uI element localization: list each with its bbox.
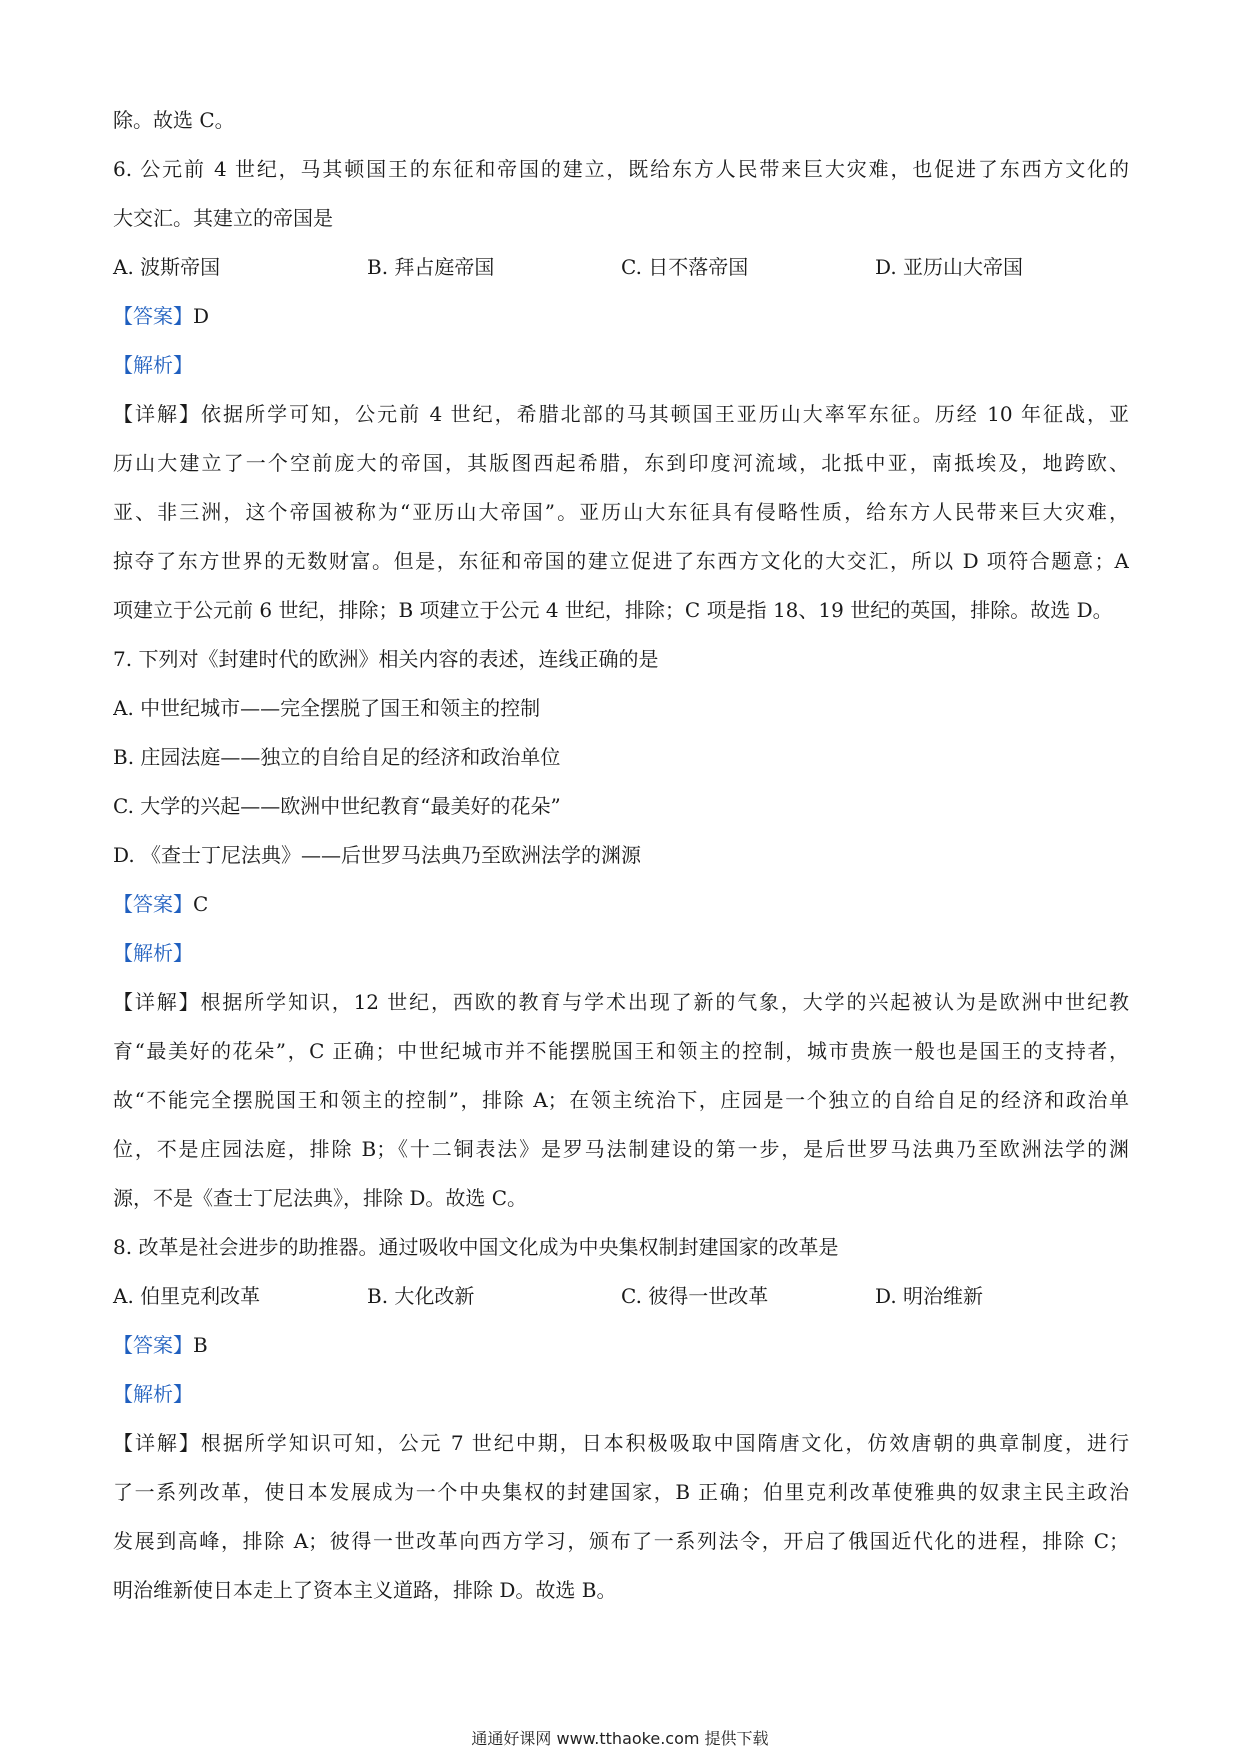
- page-footer: 通通好课网 www.tthaoke.com 提供下载: [471, 1729, 769, 1748]
- q8-detail-line-2: 了一系列改革，使日本发展成为一个中央集权的封建国家，B 正确；伯里克利改革使雅典的奴隶主民主政治: [113, 1480, 1129, 1504]
- q6-detail-line-5: 项建立于公元前 6 世纪，排除；B 项建立于公元 4 世纪，排除；C 项是指 18、19 世纪的英国，排除。故选 D。: [113, 598, 1113, 622]
- q6-detail-tag: 【详解】: [113, 402, 202, 426]
- q7-detail-line-1: [113, 978, 1129, 1027]
- q6-option-c: C. 日不落帝国: [621, 255, 749, 279]
- q6-analysis: [113, 341, 1129, 390]
- q7-analysis: [113, 929, 1129, 978]
- q8-options: [113, 1272, 1129, 1321]
- q6-answer: [113, 292, 1129, 341]
- q7-detail-line-4: 位，不是庄园法庭，排除 B；《十二铜表法》是罗马法制建设的第一步，是后世罗马法典乃至欧洲法学的渊: [113, 1137, 1129, 1161]
- q8-option-c: C. 彼得一世改革: [621, 1284, 769, 1308]
- q8-stem: 8. 改革是社会进步的助推器。通过吸收中国文化成为中央集权制封建国家的改革是: [113, 1235, 839, 1259]
- q7-detail-line-3: 故“不能完全摆脱国王和领主的控制”，排除 A；在领主统治下，庄园是一个独立的自给自足的经济和政治单: [113, 1088, 1129, 1112]
- q6-detail-line-4: 掠夺了东方世界的无数财富。但是，东征和帝国的建立促进了东西方文化的大交汇，所以 D 项符合题意；A: [113, 549, 1129, 573]
- q7-detail-line-5: 源，不是《查士丁尼法典》，排除 D。故选 C。: [113, 1186, 528, 1210]
- q6-answer-value: D: [193, 304, 210, 328]
- q6-stem: [113, 145, 1129, 243]
- q8-analysis-tag: 【解析】: [113, 1382, 193, 1406]
- q7-option-a: A. 中世纪城市——完全摆脱了国王和领主的控制: [113, 696, 541, 720]
- q8-detail-tag: 【详解】: [113, 1431, 201, 1455]
- q8-detail-line-1: [113, 1419, 1129, 1468]
- q7-analysis-tag: 【解析】: [113, 941, 193, 965]
- q6-stem-line-1: 6. 公元前 4 世纪，马其顿国王的东征和帝国的建立，既给东方人民带来巨大灾难，也促进了东西方文化的: [113, 157, 1129, 181]
- q7-detail-line-2: 育“最美好的花朵”，C 正确；中世纪城市并不能摆脱国王和领主的控制，城市贵族一般也是国王的支持者，: [113, 1039, 1129, 1063]
- q6-detail-line-3: 亚、非三洲，这个帝国被称为“亚历山大帝国”。亚历山大东征具有侵略性质，给东方人民带来巨大灾难，: [113, 500, 1129, 524]
- q7-detail: [113, 978, 1129, 1223]
- q8-detail-text-1: 根据所学知识可知，公元 7 世纪中期，日本积极吸取中国隋唐文化，仿效唐朝的典章制度，进行: [200, 1431, 1129, 1455]
- q6-detail: [113, 390, 1129, 635]
- q6-stem-line-2: 大交汇。其建立的帝国是: [113, 206, 333, 230]
- q8-detail-line-3: 发展到高峰，排除 A；彼得一世改革向西方学习，颁布了一系列法令，开启了俄国近代化的进程，排除 C；: [113, 1529, 1129, 1553]
- q6-option-b: B. 拜占庭帝国: [367, 255, 495, 279]
- q7-option-b: B. 庄园法庭——独立的自给自足的经济和政治单位: [113, 745, 561, 769]
- q6-answer-tag: 【答案】: [113, 304, 193, 328]
- q6-detail-line-1: [113, 390, 1129, 439]
- q6-option-d: D. 亚历山大帝国: [875, 255, 1024, 279]
- q8-analysis: [113, 1370, 1129, 1419]
- lead-line: 除。故选 C。: [113, 108, 235, 132]
- q8-answer-value: B: [193, 1333, 208, 1357]
- q8-answer-tag: 【答案】: [113, 1333, 193, 1357]
- q7-detail-tag: 【详解】: [113, 990, 201, 1014]
- document-page: [113, 96, 1129, 1615]
- q7-answer-value: C: [193, 892, 209, 916]
- q8-detail-line-4: 明治维新使日本走上了资本主义道路，排除 D。故选 B。: [113, 1578, 617, 1602]
- q6-analysis-tag: 【解析】: [113, 353, 193, 377]
- q7-option-d: D. 《查士丁尼法典》——后世罗马法典乃至欧洲法学的渊源: [113, 843, 642, 867]
- q8-detail: [113, 1419, 1129, 1615]
- q6-detail-text-1: 依据所学可知，公元前 4 世纪，希腊北部的马其顿国王亚历山大率军东征。历经 10 年征战，亚: [201, 402, 1129, 426]
- q8-option-a: A. 伯里克利改革: [113, 1284, 261, 1308]
- q7-answer: [113, 880, 1129, 929]
- q8-answer: [113, 1321, 1129, 1370]
- q7-stem: 7. 下列对《封建时代的欧洲》相关内容的表述，连线正确的是: [113, 647, 659, 671]
- q7-detail-text-1: 根据所学知识，12 世纪，西欧的教育与学术出现了新的气象，大学的兴起被认为是欧洲中世纪教: [200, 990, 1129, 1014]
- q7-option-c: C. 大学的兴起——欧洲中世纪教育“最美好的花朵”: [113, 794, 561, 818]
- q6-detail-line-2: 历山大建立了一个空前庞大的帝国，其版图西起希腊，东到印度河流域，北抵中亚，南抵埃及，地跨欧、: [113, 451, 1129, 475]
- q6-option-a: A. 波斯帝国: [113, 255, 221, 279]
- q8-option-b: B. 大化改新: [367, 1284, 475, 1308]
- q7-answer-tag: 【答案】: [113, 892, 193, 916]
- q6-options: [113, 243, 1129, 292]
- q8-option-d: D. 明治维新: [875, 1284, 984, 1308]
